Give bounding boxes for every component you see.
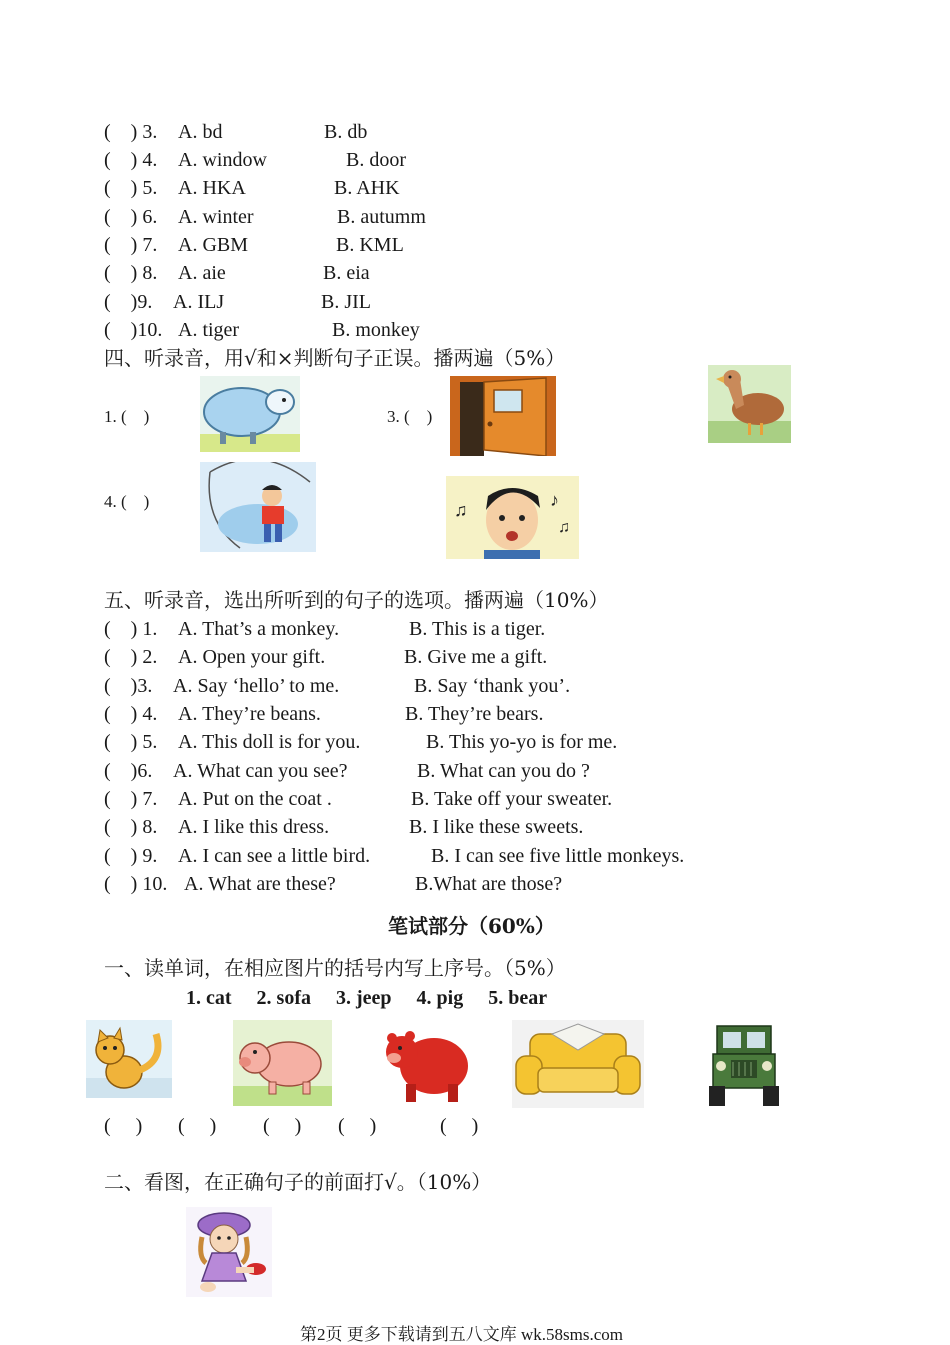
sentence-item-2: ( ) 2. A. Open your gift. B. Give me a gift. [104, 646, 548, 668]
answer-blank-2[interactable]: ( ) [178, 1115, 217, 1137]
duck-picture [708, 365, 791, 443]
cat-picture [86, 1020, 172, 1098]
answer-blank-1[interactable]: ( ) [104, 1115, 143, 1137]
svg-text:♫: ♫ [558, 519, 570, 536]
choice-item-6: ( ) 6. A. winter B. autumm [104, 206, 426, 228]
section4-title: 四、听录音，用√和×判断句子正误。播两遍（5%） [104, 346, 566, 370]
answer-blank-3[interactable]: ( ) [263, 1115, 302, 1137]
jump-rope-picture [200, 462, 316, 552]
sentence-item-1: ( ) 1. A. That’s a monkey. B. This is a tiger. [104, 618, 546, 640]
choice-item-4: ( ) 4. A. window B. door [104, 149, 406, 171]
door-picture [446, 376, 562, 456]
choice-item-3: ( ) 3. A. bd B. db [104, 121, 368, 143]
judge-label-3: 3. ( ) [387, 407, 433, 426]
sentence-item-6: ( )6. A. What can you see? B. What can you do ? [104, 760, 590, 782]
singing-boy-picture [446, 476, 579, 559]
sentence-item-7: ( ) 7. A. Put on the coat . B. Take off your sweater. [104, 788, 613, 810]
answer-blank-5[interactable]: ( ) [440, 1115, 479, 1137]
sheep-picture [200, 376, 300, 452]
judge-label-4: 4. ( ) [104, 492, 150, 511]
svg-text:♫: ♫ [454, 500, 468, 520]
svg-text:♪: ♪ [550, 490, 559, 510]
bear-picture [380, 1020, 471, 1105]
pig-picture [233, 1020, 332, 1106]
choice-item-10: ( )10. A. tiger B. monkey [104, 319, 420, 341]
sentence-item-5: ( ) 5. A. This doll is for you. B. This yo-yo is for me. [104, 731, 618, 753]
choice-item-9: ( )9. A. ILJ B. JIL [104, 291, 371, 313]
choice-item-8: ( ) 8. A. aie B. eia [104, 262, 370, 284]
sentence-item-9: ( ) 9. A. I can see a little bird. B. I can see five little monkeys. [104, 845, 685, 867]
written-section1-title: 一、读单词，在相应图片的括号内写上序号。（5%） [104, 956, 566, 980]
answer-blank-4[interactable]: ( ) [338, 1115, 377, 1137]
written-part-title: 笔试部分（60%） [388, 914, 555, 938]
word-list: 1. cat 2. sofa 3. jeep 4. pig 5. bear [186, 987, 548, 1009]
jeep-picture [703, 1022, 784, 1108]
section5-title: 五、听录音，选出所听到的句子的选项。播两遍（10%） [104, 588, 609, 612]
sofa-picture [512, 1020, 644, 1108]
written-section2-title: 二、看图，在正确句子的前面打√。（10%） [104, 1170, 492, 1194]
choice-item-5: ( ) 5. A. HKA B. AHK [104, 177, 400, 199]
judge-label-1: 1. ( ) [104, 407, 150, 426]
page-footer: 第2页 更多下载请到五八文库 wk.58sms.com [300, 1325, 623, 1344]
sentence-item-8: ( ) 8. A. I like this dress. B. I like these sweets. [104, 816, 584, 838]
doll-picture [186, 1207, 272, 1297]
sentence-item-3: ( )3. A. Say ‘hello’ to me. B. Say ‘thank you’. [104, 675, 571, 697]
sentence-item-10: ( ) 10. A. What are these? B.What are those? [104, 873, 563, 895]
choice-item-7: ( ) 7. A. GBM B. KML [104, 234, 404, 256]
sentence-item-4: ( ) 4. A. They’re beans. B. They’re bears. [104, 703, 544, 725]
